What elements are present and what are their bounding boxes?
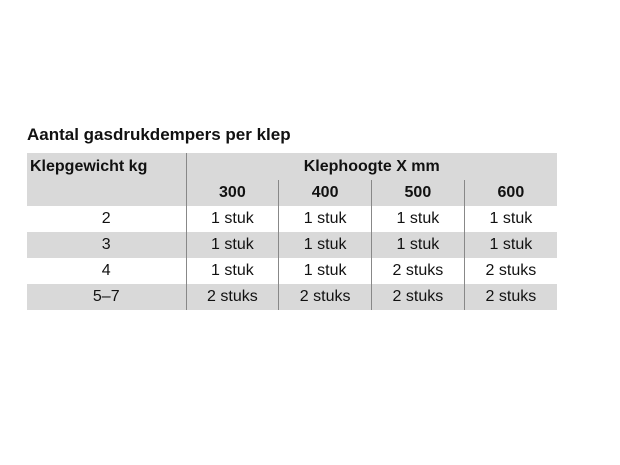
- column-header-400: 400: [279, 180, 372, 206]
- table-row: [27, 232, 557, 258]
- table-row: [27, 284, 557, 310]
- row-weight: 3: [27, 232, 186, 258]
- column-header-300: 300: [186, 180, 279, 206]
- table-cell: 2 stuks: [279, 284, 372, 310]
- table-cell: 1 stuk: [372, 232, 465, 258]
- table-cell: 2 stuks: [186, 284, 279, 310]
- table-cell: 1 stuk: [279, 206, 372, 232]
- table-cell: 1 stuk: [464, 206, 557, 232]
- weight-column-header: Klepgewicht kg: [27, 153, 186, 206]
- row-weight: 2: [101, 210, 111, 227]
- row-weight: 5–7: [27, 284, 186, 310]
- table-cell: 1 stuk: [372, 206, 465, 232]
- column-header-600: 600: [464, 180, 557, 206]
- table-cell: 1 stuk: [186, 206, 279, 232]
- table-title: Aantal gasdrukdempers per klep: [27, 125, 291, 144]
- row-weight: 4: [101, 262, 111, 279]
- table-cell: 1 stuk: [186, 258, 279, 284]
- table-cell: 2 stuks: [372, 284, 465, 310]
- table-cell: 1 stuk: [186, 232, 279, 258]
- table-cell: 2 stuks: [464, 258, 557, 284]
- table-cell: 2 stuks: [372, 258, 465, 284]
- height-group-header: Klephoogte X mm: [186, 153, 557, 180]
- gas-spring-table: [27, 153, 557, 310]
- table-row: [27, 206, 557, 232]
- table-cell: 1 stuk: [464, 232, 557, 258]
- table-cell: 2 stuks: [464, 284, 557, 310]
- table-cell: 1 stuk: [279, 232, 372, 258]
- table-row: [27, 258, 557, 284]
- table-cell: 1 stuk: [279, 258, 372, 284]
- column-header-500: 500: [372, 180, 465, 206]
